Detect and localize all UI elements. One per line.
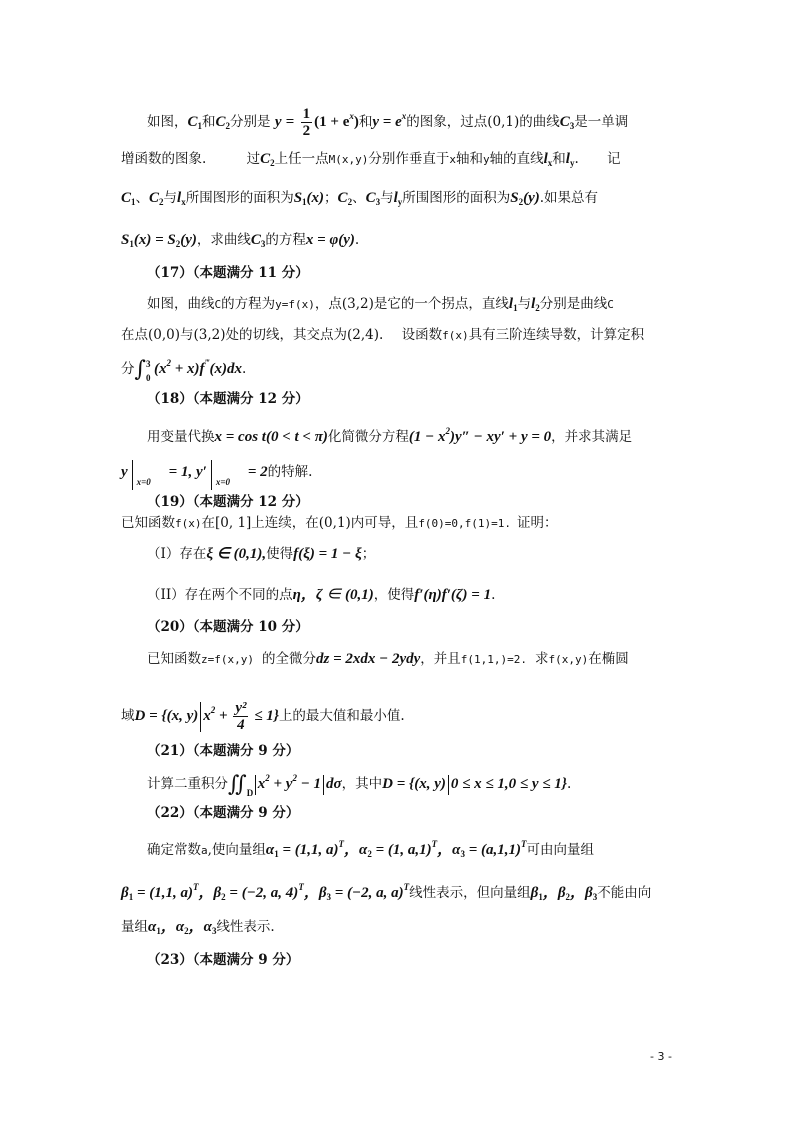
sub: 1: [302, 197, 307, 207]
text: 的方程: [265, 232, 306, 248]
math: ，α: [437, 842, 461, 858]
math-small: f(x): [442, 329, 469, 342]
math-small: f(x,y): [548, 653, 589, 666]
math: (x: [153, 361, 167, 377]
text: 化简微分方程: [327, 429, 409, 445]
p22-heading: （22）（本题满分 9 分）: [147, 805, 300, 821]
math: C: [187, 114, 198, 130]
math: ): [353, 114, 359, 130]
fraction-y2-over-4: [233, 700, 248, 733]
text: 分别作垂直于: [368, 151, 450, 167]
sub: 1: [156, 926, 161, 936]
text: ，点(3,2)是它的一个拐点，直线: [314, 296, 509, 312]
sup: T: [338, 839, 345, 849]
integral-limits: [146, 356, 154, 384]
math: =: [285, 114, 295, 130]
text: 所围图形的面积为: [402, 190, 511, 206]
math: +: [215, 708, 232, 724]
sub: 3: [211, 926, 217, 936]
text: 所围图形的面积为: [185, 190, 294, 206]
math: η，ζ ∈ (0,1): [292, 587, 374, 603]
math: l: [393, 190, 398, 206]
math: ，α: [344, 842, 368, 858]
math-small: y=f(x): [275, 298, 315, 311]
p21-line-1: [147, 768, 794, 799]
text: 分别是: [230, 114, 271, 130]
sup: ‴: [204, 358, 210, 368]
text: ，其中: [341, 776, 383, 792]
double-integral-symbol: ∬: [228, 771, 247, 797]
text: 的特解.: [267, 464, 313, 480]
sup: T: [192, 882, 199, 892]
evaluation-bar: [132, 460, 167, 490]
text: .: [354, 232, 360, 248]
sup: 2: [166, 358, 171, 368]
sub: 1: [128, 892, 134, 902]
sub: 2: [535, 303, 540, 313]
eval-sub: x=0: [215, 477, 230, 487]
math-small: f(x): [175, 517, 202, 530]
sub: 1: [197, 121, 203, 131]
math: 0 ≤ x ≤ 1,0 ≤ y ≤ 1}: [450, 776, 567, 792]
p18-line-1: [147, 421, 794, 447]
math: (y): [523, 190, 540, 206]
math: β: [530, 885, 539, 901]
text: 域: [121, 708, 135, 724]
p19-heading: （19）（本题满分 12 分）: [147, 494, 309, 510]
math: x = φ(y): [305, 232, 355, 248]
math: ，β: [570, 885, 593, 901]
text: 轴和: [455, 151, 483, 167]
math: + x)f: [170, 361, 205, 377]
p19-line-1: [121, 513, 794, 534]
p23-heading: （23）（本题满分 9 分）: [147, 952, 300, 968]
sub: 2: [225, 121, 231, 131]
math: ，α: [188, 919, 212, 935]
math-small: C: [607, 298, 614, 311]
sub: 3: [569, 121, 575, 131]
sub: 2: [518, 197, 524, 207]
p20-heading: （20）（本题满分 10 分）: [147, 619, 309, 635]
sub: 1: [131, 197, 136, 207]
math-small: y: [482, 153, 490, 166]
p22-line-3: [121, 917, 794, 941]
sup: 2: [265, 773, 270, 783]
math: y: [121, 464, 128, 480]
sup: x: [401, 111, 407, 121]
math: (x)dx: [209, 361, 243, 377]
math: (x): [306, 190, 325, 206]
sub: x: [547, 158, 553, 168]
text: 具有三阶连续导数，计算定积: [468, 327, 645, 343]
text: 上的最大值和最小值.: [278, 708, 405, 724]
text: 使得: [266, 546, 294, 562]
text: 与: [517, 296, 532, 312]
text: ，使得: [373, 587, 415, 603]
text: ，求曲线: [196, 232, 251, 248]
text: 如图，曲线: [147, 296, 215, 312]
text: .: [574, 151, 579, 167]
integral-symbol: ∫: [134, 356, 146, 382]
math: C: [250, 232, 261, 248]
text: 证明：: [517, 515, 558, 531]
text: 、: [135, 190, 150, 206]
math: ≤ 1}: [250, 708, 279, 724]
math: (1 − x: [408, 429, 446, 445]
math: = (−2, a, a): [331, 885, 404, 901]
text: 的图象，过点(0,1)的曲线: [406, 114, 560, 130]
math: ，β: [542, 885, 566, 901]
math-small: f(0)=0,f(1)=1.: [418, 517, 512, 530]
p17-line-3: [121, 353, 794, 384]
sup: 2: [445, 426, 450, 436]
text: （I）存在: [147, 546, 207, 562]
sub: 1: [513, 303, 518, 313]
set-divider-bar: [200, 702, 201, 732]
text: 的全微分: [261, 651, 316, 667]
math: = (1,1, a): [133, 885, 193, 901]
sub: 2: [367, 849, 372, 859]
p18-line-2: [121, 460, 794, 490]
sup: T: [298, 882, 304, 892]
p17-line-1: [147, 294, 794, 318]
sup: T: [431, 839, 438, 849]
p16-line-4: [121, 230, 794, 254]
lower-limit: 0: [145, 372, 151, 383]
sub: y: [397, 197, 403, 207]
math: dσ: [326, 776, 342, 792]
text: 计算二重积分: [147, 776, 228, 792]
math-small: M(x,y): [328, 153, 369, 166]
p16-line-1: [147, 106, 707, 139]
p20-line-1: [147, 649, 794, 670]
math-small: x: [449, 153, 456, 166]
math: l: [177, 190, 182, 206]
sup: 2: [210, 705, 216, 715]
math: C: [337, 190, 348, 206]
text: 在椭圆: [588, 651, 629, 667]
math: − 1: [296, 776, 322, 792]
text: 可由向量组: [526, 842, 594, 858]
text: ；: [361, 546, 376, 562]
math: D = {(x, y): [134, 708, 199, 724]
text: 在[0, 1]上连续，在(0,1)内可导，且: [201, 515, 419, 531]
text: 分: [121, 361, 135, 377]
fraction-half: [301, 106, 313, 139]
text: 的方程为: [221, 296, 276, 312]
math: α: [148, 919, 157, 935]
math: f′(η)f′(ζ) = 1: [414, 587, 492, 603]
math: C: [365, 190, 376, 206]
sub: 3: [592, 892, 598, 902]
p17-heading: （17）（本题满分 11 分）: [147, 265, 309, 281]
math: D = {(x, y): [382, 776, 446, 792]
math: (y): [180, 232, 197, 248]
sub: y: [569, 158, 575, 168]
math: S: [121, 232, 130, 248]
math: S: [293, 190, 303, 206]
evaluation-bar: [211, 460, 246, 490]
text: .: [491, 587, 496, 603]
math: x = cos t(0 < t < π): [214, 429, 328, 445]
text: 线性表示，但向量组: [409, 885, 531, 901]
sub: 2: [175, 239, 181, 249]
text: 和: [552, 151, 566, 167]
text: 已知函数: [121, 515, 175, 531]
integral-region: [247, 771, 253, 799]
math: (1 + e: [314, 114, 350, 130]
sub: 2: [565, 892, 571, 902]
math: x: [203, 708, 211, 724]
math: C: [149, 190, 160, 206]
math: C: [260, 151, 271, 167]
text: 如图，: [147, 114, 188, 130]
p22-line-1: [147, 834, 794, 864]
text: 过: [246, 151, 261, 167]
text: 分别是曲线: [539, 296, 608, 312]
text: ,使向量组: [207, 842, 266, 858]
sub: 1: [274, 849, 279, 859]
p22-line-2: [121, 877, 794, 907]
math: S: [510, 190, 519, 206]
math: ，β: [303, 885, 327, 901]
math: ，β: [198, 885, 222, 901]
text: 在点(0,0)与(3,2)处的切线，其交点为(2,4).: [121, 327, 384, 343]
text: 线性表示.: [216, 919, 275, 935]
math: ，α: [160, 919, 185, 935]
math: = 1, y′: [168, 464, 207, 480]
abs-bar-left: [255, 775, 256, 795]
denominator: 2: [302, 123, 311, 139]
math: y = e: [372, 114, 402, 130]
math-small: C: [214, 298, 222, 311]
sup: x: [349, 111, 354, 121]
p20-line-2: [121, 700, 794, 733]
text: 记: [607, 151, 621, 167]
math: )y″ − xy′ + y = 0: [450, 429, 552, 445]
denominator: 4: [237, 717, 245, 733]
sub: 1: [538, 892, 543, 902]
sub: 2: [347, 197, 353, 207]
math: = (1,1, a): [278, 842, 339, 858]
text: 用变量代换: [147, 429, 215, 445]
sub: 2: [184, 926, 189, 936]
sub: 1: [129, 239, 134, 249]
sub: 3: [326, 892, 331, 902]
math: dz = 2xdx − 2ydy: [315, 651, 421, 667]
math: α: [265, 842, 275, 858]
region-label: D: [246, 787, 254, 798]
upper-limit: 3: [145, 358, 151, 369]
math: = (a,1,1): [464, 842, 521, 858]
text: 轴的直线: [489, 151, 544, 167]
math: l: [508, 296, 514, 312]
math: (x) = S: [133, 232, 176, 248]
sub: x: [181, 197, 186, 207]
text: 增函数的图象.: [121, 151, 207, 167]
sup: T: [403, 882, 410, 892]
sup: T: [521, 839, 527, 849]
math: + y: [269, 776, 293, 792]
text: 与: [380, 190, 394, 206]
text: ；: [324, 190, 338, 206]
math: l: [543, 151, 548, 167]
text: 、: [352, 190, 366, 206]
sub: 3: [375, 197, 381, 207]
math-small: a: [201, 844, 208, 857]
p17-line-2: [121, 325, 794, 346]
math: y: [274, 114, 282, 130]
p16-line-3: [121, 188, 794, 212]
text: .: [566, 776, 572, 792]
text: ，并且: [420, 651, 461, 667]
p18-heading: （18）（本题满分 12 分）: [147, 391, 309, 407]
math: l: [565, 151, 570, 167]
math: f(ξ) = 1 − ξ: [293, 546, 362, 562]
p16-line-2: [121, 149, 794, 173]
numerator: 1: [302, 106, 311, 122]
text: 已知函数: [147, 651, 201, 667]
text: .如果总有: [539, 190, 599, 206]
math-small: z=f(x,y): [201, 653, 254, 666]
math: C: [121, 190, 132, 206]
sub: 2: [159, 197, 164, 207]
p19-line-3: [147, 585, 794, 605]
text: ，并求其满足: [551, 429, 633, 445]
math: = (−2, a, 4): [225, 885, 299, 901]
text: 求: [535, 651, 549, 667]
p19-line-2: [147, 544, 794, 564]
sub: 3: [460, 849, 465, 859]
text: 是一单调: [574, 114, 629, 130]
text: 量组: [121, 919, 148, 935]
sub: 2: [270, 158, 275, 168]
text: 和: [202, 114, 216, 130]
math: = 2: [247, 464, 268, 480]
math: l: [531, 296, 536, 312]
sub: 3: [260, 239, 266, 249]
math: C: [215, 114, 226, 130]
text: .: [242, 361, 247, 377]
page-number: - 3 -: [650, 1050, 672, 1063]
p21-heading: （21）（本题满分 9 分）: [147, 743, 300, 759]
abs-bar-right: [323, 775, 324, 795]
text: 与: [163, 190, 178, 206]
text: 上任一点: [274, 151, 329, 167]
math: x: [257, 776, 266, 792]
sup: 2: [292, 773, 297, 783]
sub: 2: [221, 892, 226, 902]
text: 不能由向: [597, 885, 652, 901]
text: 和: [358, 114, 373, 130]
text: 确定常数: [147, 842, 201, 858]
math: β: [121, 885, 129, 901]
text: 设函数: [401, 327, 443, 343]
math-small: f(1,1,)=2.: [460, 653, 528, 666]
numerator: y²: [235, 700, 247, 716]
eval-sub: x=0: [136, 477, 151, 487]
math: C: [559, 114, 570, 130]
set-divider-bar: [448, 775, 449, 795]
math: = (1, a,1): [371, 842, 432, 858]
math: ξ ∈ (0,1),: [206, 546, 267, 562]
text: （II）存在两个不同的点: [147, 587, 293, 603]
